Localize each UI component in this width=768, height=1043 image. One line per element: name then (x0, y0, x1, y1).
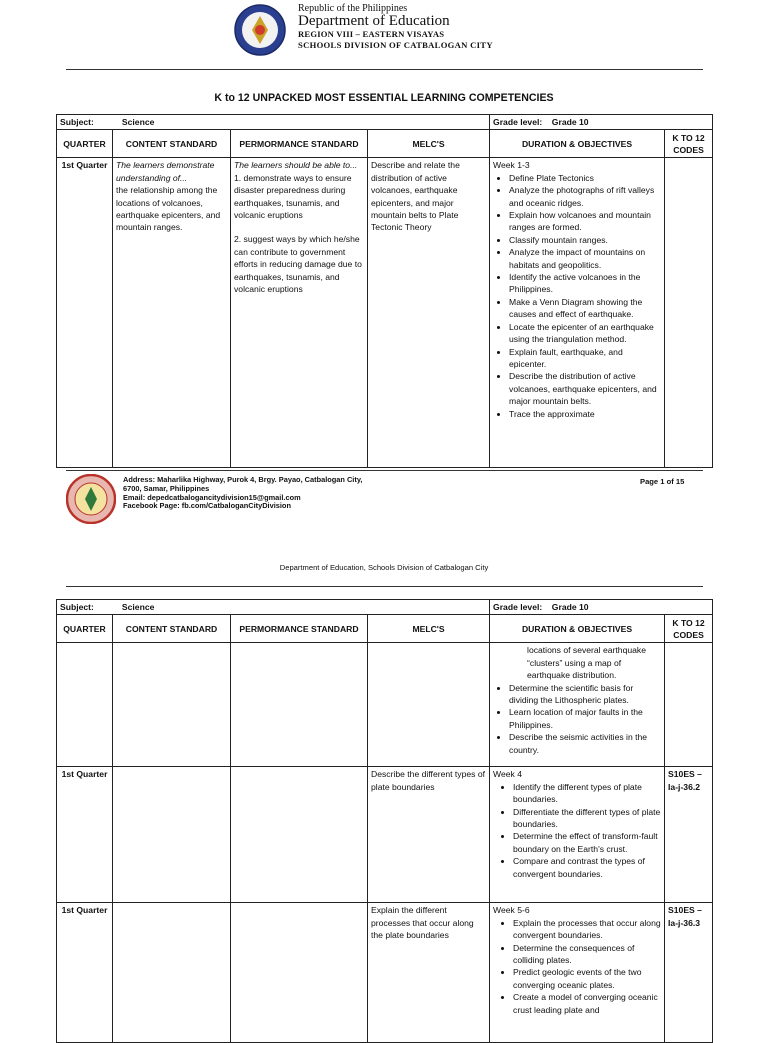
objective-item: • Determine the scientific basis for dividing the Lithospheric plates. (509, 682, 661, 707)
objectives-cell (490, 903, 665, 1043)
objective-item: • Locate the epicenter of an earthquake using the triangulation method. (509, 321, 661, 346)
objective-item: • Learn location of major faults in the Philippines. (509, 706, 661, 731)
objective-item: • Create a model of converging oceanic crust leading plate and (513, 991, 661, 1016)
quarter-cell: 1st Quarter (57, 158, 113, 468)
objectives-cell (490, 158, 665, 468)
objective-item: • Describe the seismic activities in the country. (509, 731, 661, 756)
objective-item: • Predict geologic events of the two converging oceanic plates. (513, 966, 661, 991)
subject-value: Science (121, 117, 155, 127)
grade-label: Grade level: (493, 117, 543, 127)
objective-item: • Analyze the photographs of rift valleys and oceanic ridges. (509, 184, 661, 209)
objectives-list (493, 781, 661, 880)
week-label: Week 1-3 (493, 160, 530, 171)
objective-item: • Differentiate the different types of plate boundaries. (513, 806, 661, 831)
objectives-list (493, 172, 661, 420)
objective-item: • Determine the effect of transform-fault boundary on the Earth's crust. (513, 830, 661, 855)
header-region: REGION VIII – EASTERN VISAYAS (298, 29, 445, 39)
objective-item: • Explain the processes that occur along convergent boundaries. (513, 917, 661, 942)
grade-value: Grade 10 (551, 117, 589, 127)
footer-email: Email: depedcatbalogancitydivision15@gmail.com (123, 492, 301, 502)
subject-cell (57, 600, 490, 615)
empty-cell (113, 767, 231, 903)
subject-cell (57, 115, 490, 130)
melc-table-page2 (56, 599, 713, 1043)
objective-item: • Identify the active volcanoes in the Philippines. (509, 271, 661, 296)
running-header: Department of Education, Schools Division of Catbalogan City (279, 563, 489, 572)
footer-address: Address: Maharlika Highway, Purok 4, Brgy. Payao, Catbalogan City, 6700, Samar, Philippines (123, 475, 363, 493)
subject-label: Subject: (60, 117, 94, 127)
grade-value: Grade 10 (551, 602, 589, 612)
objective-item: • Analyze the impact of mountains on habitats and geopolitics. (509, 246, 661, 271)
division-seal-logo (66, 474, 116, 524)
col-header-duration-objectives: DURATION & OBJECTIVES (490, 130, 665, 158)
page-number: Page 1 of 15 (640, 477, 685, 486)
footer-facebook: Facebook Page: fb.com/CatbaloganCityDivision (123, 501, 291, 511)
objective-item: • Explain fault, earthquake, and epicenter. (509, 346, 661, 371)
subject-label: Subject: (60, 602, 94, 612)
header-division: SCHOOLS DIVISION OF CATBALOGAN CITY (298, 40, 493, 50)
week-label: Week 5-6 (493, 905, 530, 916)
col-header-duration-objectives: DURATION & OBJECTIVES (490, 615, 665, 643)
objectives-cell (490, 767, 665, 903)
col-header-quarter: QUARTER (57, 615, 113, 643)
objectives-list (493, 917, 661, 1016)
deped-seal-logo (232, 4, 288, 56)
performance-standard-item-1: 1. demonstrate ways to ensure disaster preparedness during earthquakes, tsunamis, and volcanic eruptions (234, 172, 352, 221)
melc-cell: Describe the different types of plate boundaries (368, 767, 490, 903)
empty-cell (231, 903, 368, 1043)
week-label: Week 4 (493, 769, 523, 780)
grade-label: Grade level: (493, 602, 543, 612)
performance-standard-intro: The learners should be able to... (234, 160, 358, 171)
footer-address-block (123, 476, 363, 511)
objective-item: • Make a Venn Diagram showing the causes and effect of earthquake. (509, 296, 661, 321)
objectives-list (493, 682, 661, 756)
objective-continuation: locations of several earthquake “clusters” using a map of earthquake distribution. (527, 645, 646, 681)
footer-divider (66, 470, 703, 471)
codes-cell (665, 158, 713, 468)
col-header-performance-standard: PERMORMANCE STANDARD (231, 130, 368, 158)
col-header-melcs: MELC'S (368, 615, 490, 643)
page-title: K to 12 UNPACKED MOST ESSENTIAL LEARNING COMPETENCIES (214, 92, 554, 104)
header-divider (66, 69, 703, 70)
code-cell: S10ES – Ia-j-36.3 (665, 903, 713, 1043)
header-republic: Republic of the Philippines (298, 3, 408, 14)
page2-header-divider (66, 586, 703, 587)
header-department: Department of Education (298, 13, 450, 29)
performance-standard-cell (231, 158, 368, 468)
empty-cell (368, 643, 490, 767)
grade-cell (490, 600, 713, 615)
melc-cell: Explain the different processes that occur along the plate boundaries (368, 903, 490, 1043)
objective-item: • Classify mountain ranges. (509, 234, 661, 246)
objective-item: • Determine the consequences of colliding plates. (513, 942, 661, 967)
empty-cell (231, 643, 368, 767)
empty-cell (665, 643, 713, 767)
col-header-codes: K TO 12 CODES (665, 615, 713, 643)
performance-standard-item-2: 2. suggest ways by which he/she can contribute to government efforts in reducing damage due to earthquakes, tsunamis, and volcanic eruptions (234, 234, 362, 295)
quarter-cell: 1st Quarter (57, 903, 113, 1043)
col-header-content-standard: CONTENT STANDARD (113, 130, 231, 158)
content-standard-intro: The learners demonstrate understanding of... (116, 160, 215, 183)
objective-item: • Compare and contrast the types of convergent boundaries. (513, 855, 661, 880)
melc-cell: Describe and relate the distribution of active volcanoes, earthquake epicenters, and major mountain belts to Plate Tectonic Theory (368, 158, 490, 468)
subject-value: Science (121, 602, 155, 612)
melc-table-page1 (56, 114, 713, 468)
content-standard-body: the relationship among the locations of volcanoes, earthquake epicenters, and mountain ranges. (116, 185, 221, 233)
objective-item: • Describe the distribution of active volcanoes, earthquake epicenters, and major mountain belts. (509, 370, 661, 407)
col-header-performance-standard: PERMORMANCE STANDARD (231, 615, 368, 643)
col-header-melcs: MELC'S (368, 130, 490, 158)
objective-item: • Identify the different types of plate boundaries. (513, 781, 661, 806)
empty-cell (231, 767, 368, 903)
objectives-cell (490, 643, 665, 767)
objective-item: • Trace the approximate (509, 408, 661, 420)
empty-cell (57, 643, 113, 767)
grade-cell (490, 115, 713, 130)
code-cell: S10ES – Ia-j-36.2 (665, 767, 713, 903)
col-header-content-standard: CONTENT STANDARD (113, 615, 231, 643)
quarter-cell: 1st Quarter (57, 767, 113, 903)
objective-item: • Explain how volcanoes and mountain ranges are formed. (509, 209, 661, 234)
empty-cell (113, 643, 231, 767)
col-header-quarter: QUARTER (57, 130, 113, 158)
empty-cell (113, 903, 231, 1043)
col-header-codes: K TO 12 CODES (665, 130, 713, 158)
objective-item: • Define Plate Tectonics (509, 172, 661, 184)
content-standard-cell (113, 158, 231, 468)
